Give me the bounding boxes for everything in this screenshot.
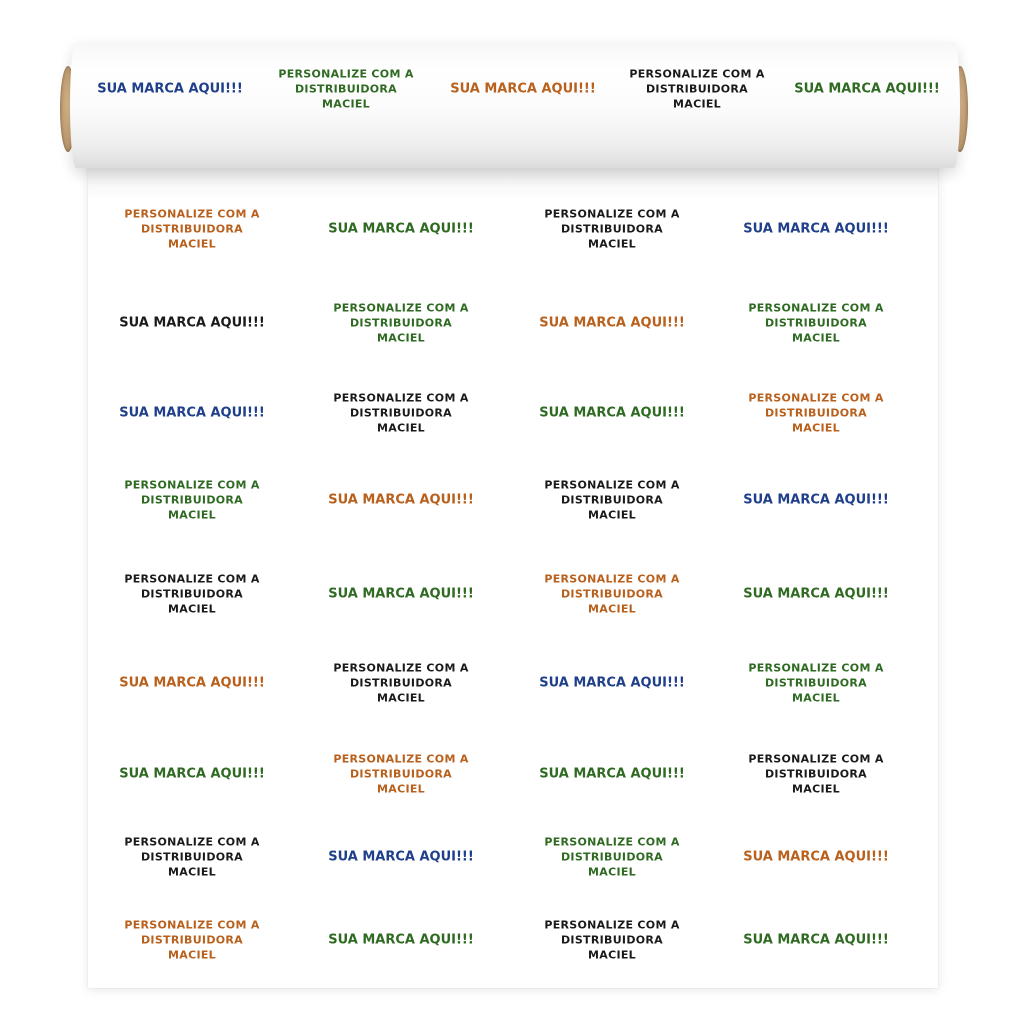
sheet-brand-label: SUA MARCA AQUI!!!	[743, 221, 889, 237]
sheet-promo-label	[124, 572, 259, 617]
sheet-brand-label: SUA MARCA AQUI!!!	[539, 405, 685, 421]
promo-line: DISTRIBUIDORA	[350, 767, 452, 781]
promo-line: MACIEL	[322, 97, 370, 111]
sheet-brand-label: SUA MARCA AQUI!!!	[328, 492, 474, 508]
sheet-promo-label	[748, 661, 883, 706]
promo-line: DISTRIBUIDORA	[350, 676, 452, 690]
sheet-brand-label: SUA MARCA AQUI!!!	[119, 315, 265, 331]
promo-line: DISTRIBUIDORA	[561, 933, 663, 947]
promo-line: PERSONALIZE COM A	[124, 207, 260, 221]
sheet-brand-label: SUA MARCA AQUI!!!	[743, 849, 889, 865]
promo-line: MACIEL	[588, 948, 636, 962]
sheet-promo-label	[333, 752, 468, 797]
sheet-brand-label: SUA MARCA AQUI!!!	[328, 849, 474, 865]
sheet-brand-label: SUA MARCA AQUI!!!	[743, 932, 889, 948]
promo-line: PERSONALIZE COM A	[124, 572, 260, 586]
promo-line: PERSONALIZE COM A	[333, 391, 469, 405]
roll-brand-label: SUA MARCA AQUI!!!	[450, 81, 596, 97]
sheet-promo-label	[748, 301, 883, 346]
promo-line: PERSONALIZE COM A	[748, 752, 884, 766]
sheet-promo-label	[124, 478, 259, 523]
promo-line: MACIEL	[588, 508, 636, 522]
promo-line: MACIEL	[588, 865, 636, 879]
promo-line: DISTRIBUIDORA	[141, 850, 243, 864]
promo-line: MACIEL	[168, 602, 216, 616]
sheet-brand-label: SUA MARCA AQUI!!!	[119, 675, 265, 691]
promo-line: MACIEL	[588, 602, 636, 616]
promo-line: MACIEL	[377, 331, 425, 345]
promo-line: PERSONALIZE COM A	[629, 67, 765, 81]
promo-line: MACIEL	[168, 865, 216, 879]
sheet-brand-label: SUA MARCA AQUI!!!	[119, 405, 265, 421]
promo-line: PERSONALIZE COM A	[333, 752, 469, 766]
promo-line: PERSONALIZE COM A	[333, 661, 469, 675]
promo-line: DISTRIBUIDORA	[765, 406, 867, 420]
promo-line: DISTRIBUIDORA	[765, 767, 867, 781]
promo-line: MACIEL	[673, 97, 721, 111]
sheet-brand-label: SUA MARCA AQUI!!!	[328, 932, 474, 948]
sheet-promo-label	[124, 918, 259, 963]
promo-line: DISTRIBUIDORA	[295, 82, 397, 96]
promo-line: DISTRIBUIDORA	[561, 493, 663, 507]
promo-line: DISTRIBUIDORA	[561, 222, 663, 236]
sheet-brand-label: SUA MARCA AQUI!!!	[328, 221, 474, 237]
promo-line: MACIEL	[168, 237, 216, 251]
promo-line: MACIEL	[792, 331, 840, 345]
sheet-brand-label: SUA MARCA AQUI!!!	[328, 586, 474, 602]
promo-line: PERSONALIZE COM A	[333, 301, 469, 315]
promo-line: MACIEL	[792, 691, 840, 705]
sheet-promo-label	[124, 835, 259, 880]
paper-roll	[70, 42, 960, 168]
promo-line: PERSONALIZE COM A	[124, 478, 260, 492]
sheet-promo-label	[124, 207, 259, 252]
promo-line: MACIEL	[377, 782, 425, 796]
promo-line: DISTRIBUIDORA	[765, 316, 867, 330]
sheet-promo-label	[544, 572, 679, 617]
promo-line: DISTRIBUIDORA	[561, 587, 663, 601]
promo-line: PERSONALIZE COM A	[544, 478, 680, 492]
sheet-promo-label	[544, 918, 679, 963]
promo-line: PERSONALIZE COM A	[748, 301, 884, 315]
promo-line: MACIEL	[588, 237, 636, 251]
promo-line: MACIEL	[792, 421, 840, 435]
promo-line: PERSONALIZE COM A	[124, 835, 260, 849]
promo-line: PERSONALIZE COM A	[544, 918, 680, 932]
sheet-promo-label	[748, 391, 883, 436]
sheet-promo-label	[333, 661, 468, 706]
promo-line: PERSONALIZE COM A	[544, 835, 680, 849]
roll-promo-label	[278, 67, 413, 112]
promo-line: DISTRIBUIDORA	[141, 587, 243, 601]
promo-line: MACIEL	[377, 691, 425, 705]
promo-line: DISTRIBUIDORA	[141, 222, 243, 236]
promo-line: MACIEL	[792, 782, 840, 796]
sheet-promo-label	[544, 478, 679, 523]
sheet-promo-label	[333, 301, 468, 346]
promo-line: MACIEL	[168, 508, 216, 522]
sheet-brand-label: SUA MARCA AQUI!!!	[539, 766, 685, 782]
roll-brand-label: SUA MARCA AQUI!!!	[97, 81, 243, 97]
promo-line: PERSONALIZE COM A	[544, 207, 680, 221]
promo-line: MACIEL	[168, 948, 216, 962]
promo-line: PERSONALIZE COM A	[124, 918, 260, 932]
sheet-brand-label: SUA MARCA AQUI!!!	[539, 675, 685, 691]
sheet-promo-label	[544, 207, 679, 252]
promo-line: DISTRIBUIDORA	[141, 933, 243, 947]
promo-line: DISTRIBUIDORA	[141, 493, 243, 507]
sheet-brand-label: SUA MARCA AQUI!!!	[743, 586, 889, 602]
promo-line: DISTRIBUIDORA	[561, 850, 663, 864]
promo-line: DISTRIBUIDORA	[646, 82, 748, 96]
roll-brand-label: SUA MARCA AQUI!!!	[794, 81, 940, 97]
sheet-promo-label	[333, 391, 468, 436]
roll-shadow	[88, 166, 938, 200]
promo-line: PERSONALIZE COM A	[544, 572, 680, 586]
roll-promo-label	[629, 67, 764, 112]
promo-line: PERSONALIZE COM A	[748, 661, 884, 675]
promo-line: MACIEL	[377, 421, 425, 435]
promo-line: PERSONALIZE COM A	[748, 391, 884, 405]
sheet-brand-label: SUA MARCA AQUI!!!	[539, 315, 685, 331]
sheet-brand-label: SUA MARCA AQUI!!!	[119, 766, 265, 782]
promo-line: DISTRIBUIDORA	[765, 676, 867, 690]
promo-line: PERSONALIZE COM A	[278, 67, 414, 81]
sheet-promo-label	[748, 752, 883, 797]
promo-line: DISTRIBUIDORA	[350, 406, 452, 420]
sheet-brand-label: SUA MARCA AQUI!!!	[743, 492, 889, 508]
promo-line: DISTRIBUIDORA	[350, 316, 452, 330]
sheet-promo-label	[544, 835, 679, 880]
